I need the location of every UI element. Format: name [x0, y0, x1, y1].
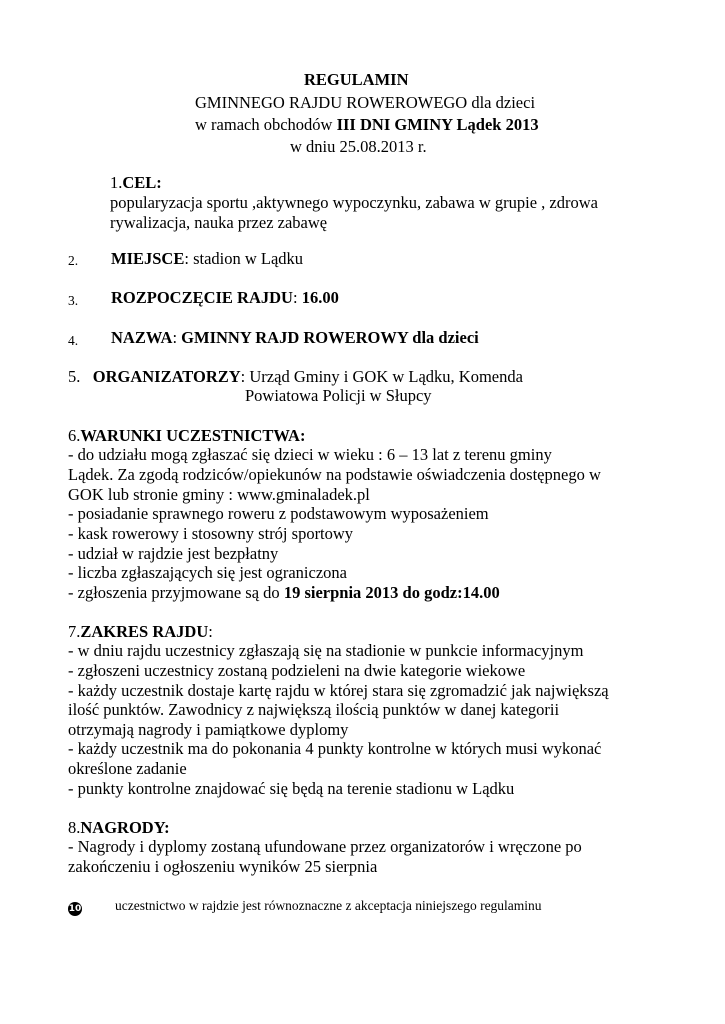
section-5-title: ORGANIZATORZY [92, 367, 241, 386]
section-6-line: Lądek. Za zgodą rodziców/opiekunów na podstawie oświadczenia dostępnego w [68, 465, 601, 484]
section-2-content [111, 249, 303, 269]
section-5-content [68, 367, 523, 387]
section-1-title: CEL: [122, 173, 162, 192]
section-3-time: 16.00 [301, 288, 339, 307]
footnote-text: uczestnictwo w rajdzie jest równoznaczne z akceptacja niniejszego regulaminu [115, 898, 542, 913]
section-1-line: rywalizacja, nauka przez zabawę [110, 213, 328, 232]
document-title: REGULAMIN [304, 70, 409, 89]
section-7-line: - każdy uczestnik ma do pokonania 4 punkty kontrolne w których musi wykonać [68, 739, 602, 758]
section-7-line: - punkty kontrolne znajdować się będą na terenie stadionu w Lądku [68, 779, 515, 798]
section-5-line-2: Powiatowa Policji w Słupcy [245, 386, 432, 405]
section-6-line: - do udziału mogą zgłaszać się dzieci w wieku : 6 – 13 lat z terenu gminy [68, 445, 552, 464]
header-line-3-bold: III DNI GMINY Lądek 2013 [336, 115, 539, 134]
section-6-deadline-text: - zgłoszenia przyjmowane są do [68, 583, 284, 602]
numbered-bullet-icon: 10 [68, 904, 82, 914]
section-7-line: - w dniu rajdu uczestnicy zgłaszają się na stadionie w punkcie informacyjnym [68, 641, 584, 660]
section-6-deadline [68, 583, 500, 603]
section-6-number: 6. [68, 426, 81, 445]
section-8-number: 8. [68, 818, 81, 837]
section-6-title: WARUNKI UCZESTNICTWA: [80, 426, 306, 445]
section-2-title: MIEJSCE [111, 249, 185, 268]
section-7-line: określone zadanie [68, 759, 187, 778]
section-6-line: - liczba zgłaszających się jest ograniczona [68, 563, 347, 582]
section-4-title: NAZWA [111, 328, 173, 347]
header-date: w dniu 25.08.2013 r. [290, 137, 427, 156]
section-3-separator: : [292, 288, 302, 307]
section-7-colon: : [208, 622, 213, 641]
section-8-line: zakończeniu i ogłoszeniu wyników 25 sierpnia [68, 857, 378, 876]
section-7-heading [68, 622, 213, 642]
section-4-separator: : [172, 328, 182, 347]
section-6-line: GOK lub stronie gminy : www.gminaladek.pl [68, 485, 370, 504]
section-7-line: - zgłoszeni uczestnicy zostaną podzieleni na dwie kategorie wiekowe [68, 661, 526, 680]
section-7-line: - każdy uczestnik dostaje kartę rajdu w której stara się zgromadzić jak największą [68, 681, 609, 700]
section-3-title: ROZPOCZĘCIE RAJDU [111, 288, 293, 307]
section-3-number: 3. [68, 293, 79, 308]
section-7-title: ZAKRES RAJDU [80, 622, 209, 641]
section-8-line: - Nagrody i dyplomy zostaną ufundowane przez organizatorów i wręczone po [68, 837, 582, 856]
header-line-3-text: w ramach obchodów [195, 115, 337, 134]
section-3-content [111, 288, 339, 308]
header-line-2: GMINNEGO RAJDU ROWEROWEGO dla dzieci [195, 93, 536, 112]
footnote-bullet [68, 896, 82, 916]
section-7-number: 7. [68, 622, 81, 641]
section-2-number: 2. [68, 253, 79, 268]
section-6-heading [68, 426, 305, 446]
section-5-text: : Urząd Gminy i GOK w Lądku, Komenda [240, 367, 523, 386]
section-7-line: otrzymają nagrody i pamiątkowe dyplomy [68, 720, 349, 739]
section-5-number: 5. [68, 367, 81, 386]
section-1-heading [110, 173, 162, 193]
section-6-deadline-date: 19 sierpnia 2013 do godz:14.00 [283, 583, 500, 602]
section-8-heading [68, 818, 170, 838]
section-8-title: NAGRODY: [80, 818, 170, 837]
header-line-3 [195, 115, 539, 135]
section-1-number: 1. [110, 173, 123, 192]
section-6-line: - posiadanie sprawnego roweru z podstawowym wyposażeniem [68, 504, 489, 523]
section-2-text: : stadion w Lądku [184, 249, 304, 268]
section-1-line: popularyzacja sportu ,aktywnego wypoczynku, zabawa w grupie , zdrowa [110, 193, 598, 212]
section-4-name: GMINNY RAJD ROWEROWY dla dzieci [181, 328, 479, 347]
section-7-line: ilość punktów. Zawodnicy z największą ilością punktów w danej kategorii [68, 700, 560, 719]
section-4-content [111, 328, 479, 348]
section-6-line: - kask rowerowy i stosowny strój sportowy [68, 524, 354, 543]
section-6-line: - udział w rajdzie jest bezpłatny [68, 544, 279, 563]
section-4-number: 4. [68, 333, 79, 348]
